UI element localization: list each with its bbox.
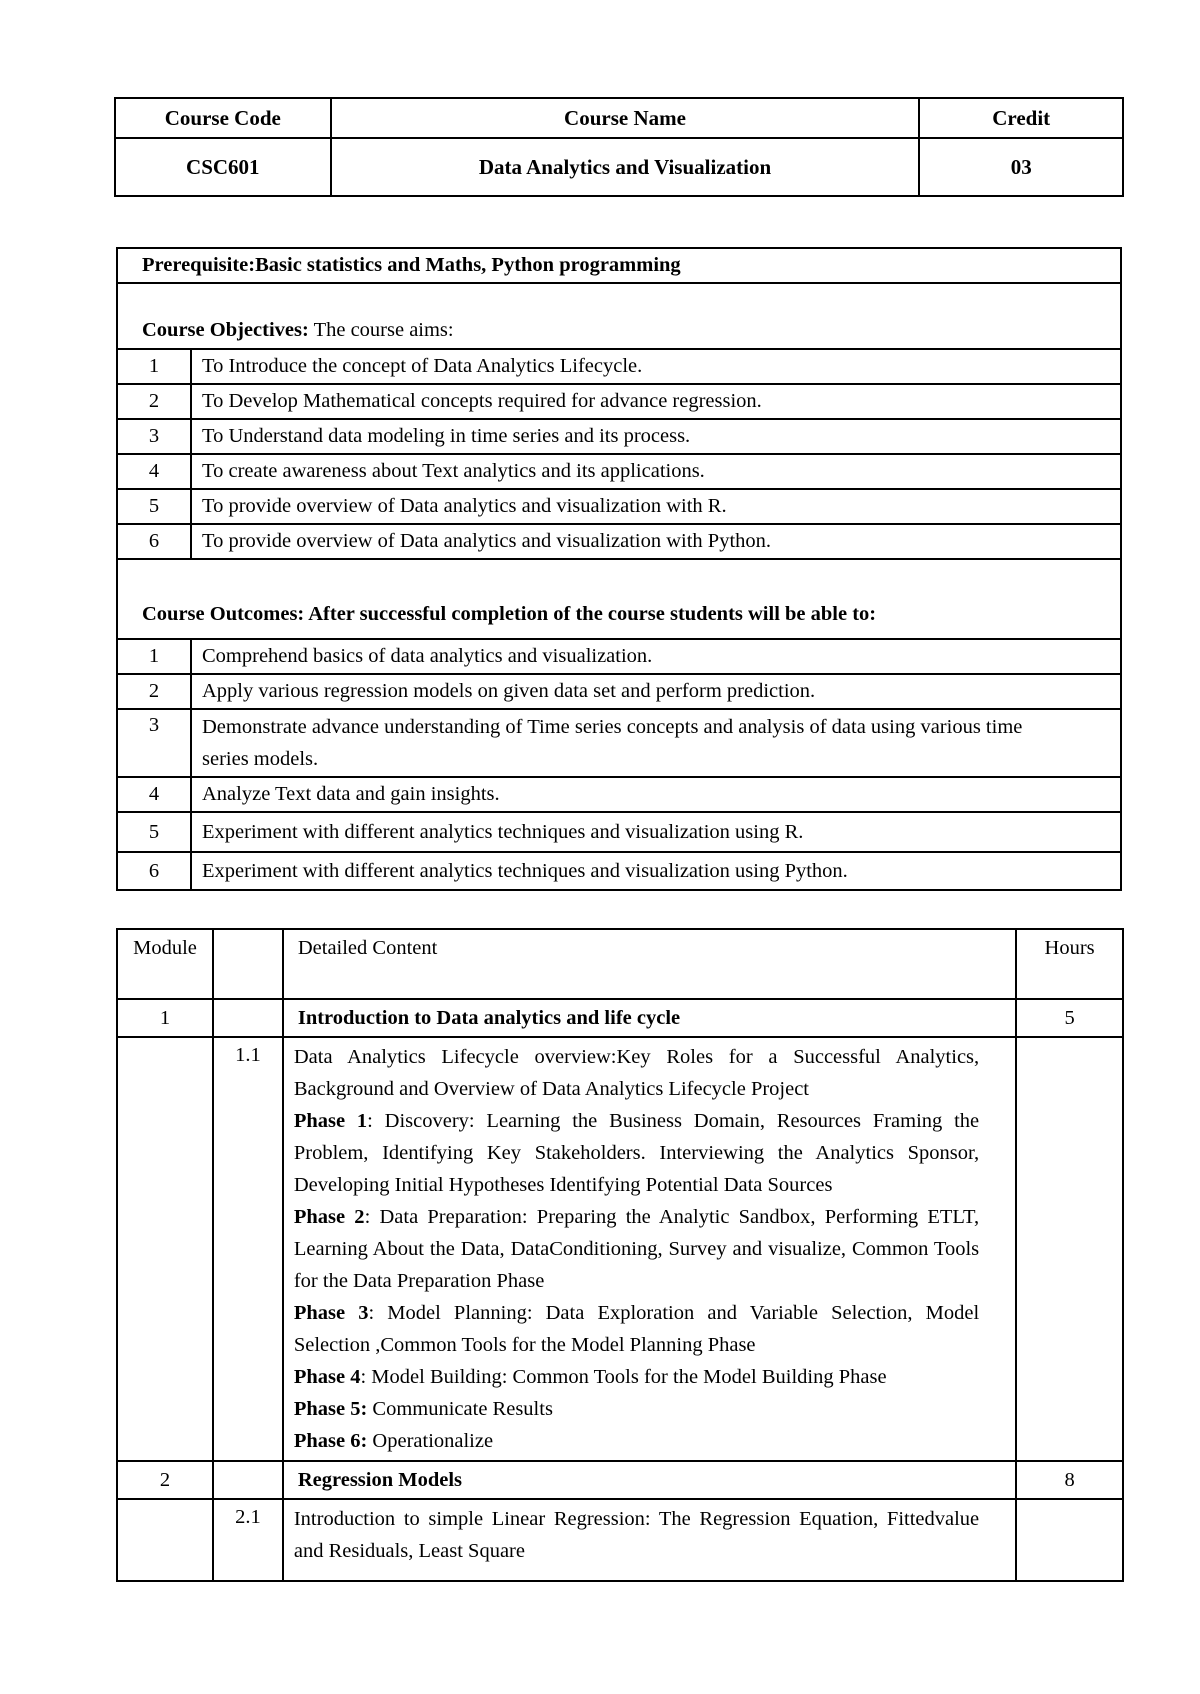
objective-text: To provide overview of Data analytics and visualization with Python. xyxy=(191,524,1121,559)
module-title: Introduction to Data analytics and life cycle xyxy=(283,999,1016,1037)
outcome-text: Apply various regression models on given data set and perform prediction. xyxy=(191,674,1121,709)
phase-sep: : xyxy=(364,1206,371,1228)
course-info-table xyxy=(114,97,1124,197)
outcomes-heading-row xyxy=(117,559,1121,639)
module-blank xyxy=(117,1037,213,1461)
hours-header: Hours xyxy=(1016,929,1123,999)
module-number: 2 xyxy=(117,1461,213,1499)
detailed-content-header: Detailed Content xyxy=(283,929,1016,999)
phase-label: Phase 5: xyxy=(293,1398,368,1420)
course-name-value: Data Analytics and Visualization xyxy=(331,138,920,196)
objective-number: 2 xyxy=(117,384,191,419)
submodule-content xyxy=(283,1499,1016,1581)
objective-row xyxy=(117,489,1121,524)
outcome-number: 4 xyxy=(117,777,191,812)
prereq-row xyxy=(117,248,1121,283)
outcome-text: Experiment with different analytics techniques and visualization using R. xyxy=(191,812,1121,852)
submodule-number: 2.1 xyxy=(213,1499,283,1581)
outcome-row xyxy=(117,674,1121,709)
objective-text: To Develop Mathematical concepts required for advance regression. xyxy=(191,384,1121,419)
module-blank xyxy=(117,1499,213,1581)
objectives-heading xyxy=(117,283,1121,349)
outcome-row xyxy=(117,639,1121,674)
course-code-header: Course Code xyxy=(115,98,331,138)
objective-text: To create awareness about Text analytics and its applications. xyxy=(191,454,1121,489)
course-info-header-row xyxy=(115,98,1123,138)
objective-number: 4 xyxy=(117,454,191,489)
phase-sep: : xyxy=(360,1366,367,1388)
phase-text: Model Building: Common Tools for the Model Building Phase xyxy=(366,1366,887,1388)
submodule-row xyxy=(117,1499,1123,1581)
hours-blank xyxy=(1016,1037,1123,1461)
credit-header: Credit xyxy=(919,98,1123,138)
outcome-number: 1 xyxy=(117,639,191,674)
phase-sep: : xyxy=(367,1110,373,1132)
prerequisite-text: Prerequisite:Basic statistics and Maths, Python programming xyxy=(117,248,1121,283)
phase-paragraph xyxy=(294,1201,979,1297)
objective-row xyxy=(117,524,1121,559)
module-row xyxy=(117,999,1123,1037)
phase-label: Phase 1 xyxy=(293,1110,368,1132)
submodule-intro: Introduction to simple Linear Regression: The Regression Equation, Fittedvalue and Residuals, Least Square xyxy=(293,1508,980,1562)
outcome-number: 5 xyxy=(117,812,191,852)
phase-paragraph xyxy=(294,1425,979,1457)
objective-number: 3 xyxy=(117,419,191,454)
objective-row xyxy=(117,349,1121,384)
detailed-content-table xyxy=(116,928,1124,1582)
phase-paragraph xyxy=(294,1297,979,1361)
module-hours: 8 xyxy=(1016,1461,1123,1499)
outcomes-heading: Course Outcomes: After successful completion of the course students will be able to: xyxy=(117,559,1121,639)
phase-paragraph xyxy=(294,1361,979,1393)
course-name-header: Course Name xyxy=(331,98,920,138)
phase-text: Discovery: Learning the Business Domain, Resources Framing the Problem, Identifying Key Stakeholders. Interviewing the Analytics Sponsor, Developing Initial Hypotheses Identifying Potential Data Sources xyxy=(293,1110,980,1196)
hours-blank xyxy=(1016,1499,1123,1581)
outcome-text: Experiment with different analytics techniques and visualization using Python. xyxy=(191,852,1121,890)
submodule-header xyxy=(213,929,283,999)
outcome-row xyxy=(117,852,1121,890)
module-header: Module xyxy=(117,929,213,999)
module-number: 1 xyxy=(117,999,213,1037)
objective-text: To Understand data modeling in time series and its process. xyxy=(191,419,1121,454)
objectives-heading-rest: The course aims: xyxy=(308,319,454,341)
module-title: Regression Models xyxy=(283,1461,1016,1499)
objective-number: 6 xyxy=(117,524,191,559)
phase-paragraph xyxy=(294,1393,979,1425)
objective-number: 5 xyxy=(117,489,191,524)
objective-row xyxy=(117,419,1121,454)
submodule-row xyxy=(117,1037,1123,1461)
outcome-text: Analyze Text data and gain insights. xyxy=(191,777,1121,812)
objectives-heading-label: Course Objectives: xyxy=(142,319,309,341)
objective-text: To provide overview of Data analytics and visualization with R. xyxy=(191,489,1121,524)
outcome-number: 2 xyxy=(117,674,191,709)
phase-label: Phase 6: xyxy=(293,1430,368,1452)
outcome-row xyxy=(117,777,1121,812)
module-hours: 5 xyxy=(1016,999,1123,1037)
module-spacer xyxy=(213,999,283,1037)
phase-text: Model Planning: Data Exploration and Variable Selection, Model Selection ,Common Tools for the Model Planning Phase xyxy=(293,1302,980,1356)
submodule-number: 1.1 xyxy=(213,1037,283,1461)
outcome-text: Comprehend basics of data analytics and visualization. xyxy=(191,639,1121,674)
phase-text: Communicate Results xyxy=(367,1398,553,1420)
content-header-row xyxy=(117,929,1123,999)
objective-text: To Introduce the concept of Data Analytics Lifecycle. xyxy=(191,349,1121,384)
course-code-value: CSC601 xyxy=(115,138,331,196)
phase-text: Operationalize xyxy=(367,1430,494,1452)
course-info-value-row xyxy=(115,138,1123,196)
phase-label: Phase 2 xyxy=(293,1206,365,1228)
outcome-text: Demonstrate advance understanding of Time series concepts and analysis of data using various time series models. xyxy=(191,709,1121,777)
outcome-row xyxy=(117,709,1121,777)
submodule-intro: Data Analytics Lifecycle overview:Key Roles for a Successful Analytics, Background and Overview of Data Analytics Lifecycle Project xyxy=(293,1046,980,1100)
submodule-content xyxy=(283,1037,1016,1461)
objective-number: 1 xyxy=(117,349,191,384)
outcome-number: 6 xyxy=(117,852,191,890)
phase-paragraph xyxy=(294,1105,979,1201)
credit-value: 03 xyxy=(919,138,1123,196)
outcome-row xyxy=(117,812,1121,852)
objective-row xyxy=(117,454,1121,489)
module-spacer xyxy=(213,1461,283,1499)
phase-sep: : xyxy=(368,1302,375,1324)
objective-row xyxy=(117,384,1121,419)
outcome-number: 3 xyxy=(117,709,191,777)
module-row xyxy=(117,1461,1123,1499)
objectives-heading-row xyxy=(117,283,1121,349)
phase-text: Data Preparation: Preparing the Analytic Sandbox, Performing ETLT, Learning About the Data, DataConditioning, Survey and visualize, Common Tools for the Data Preparation Phase xyxy=(293,1206,980,1292)
phase-label: Phase 3 xyxy=(293,1302,369,1324)
phase-label: Phase 4 xyxy=(293,1366,361,1388)
objectives-outcomes-table xyxy=(116,247,1122,891)
